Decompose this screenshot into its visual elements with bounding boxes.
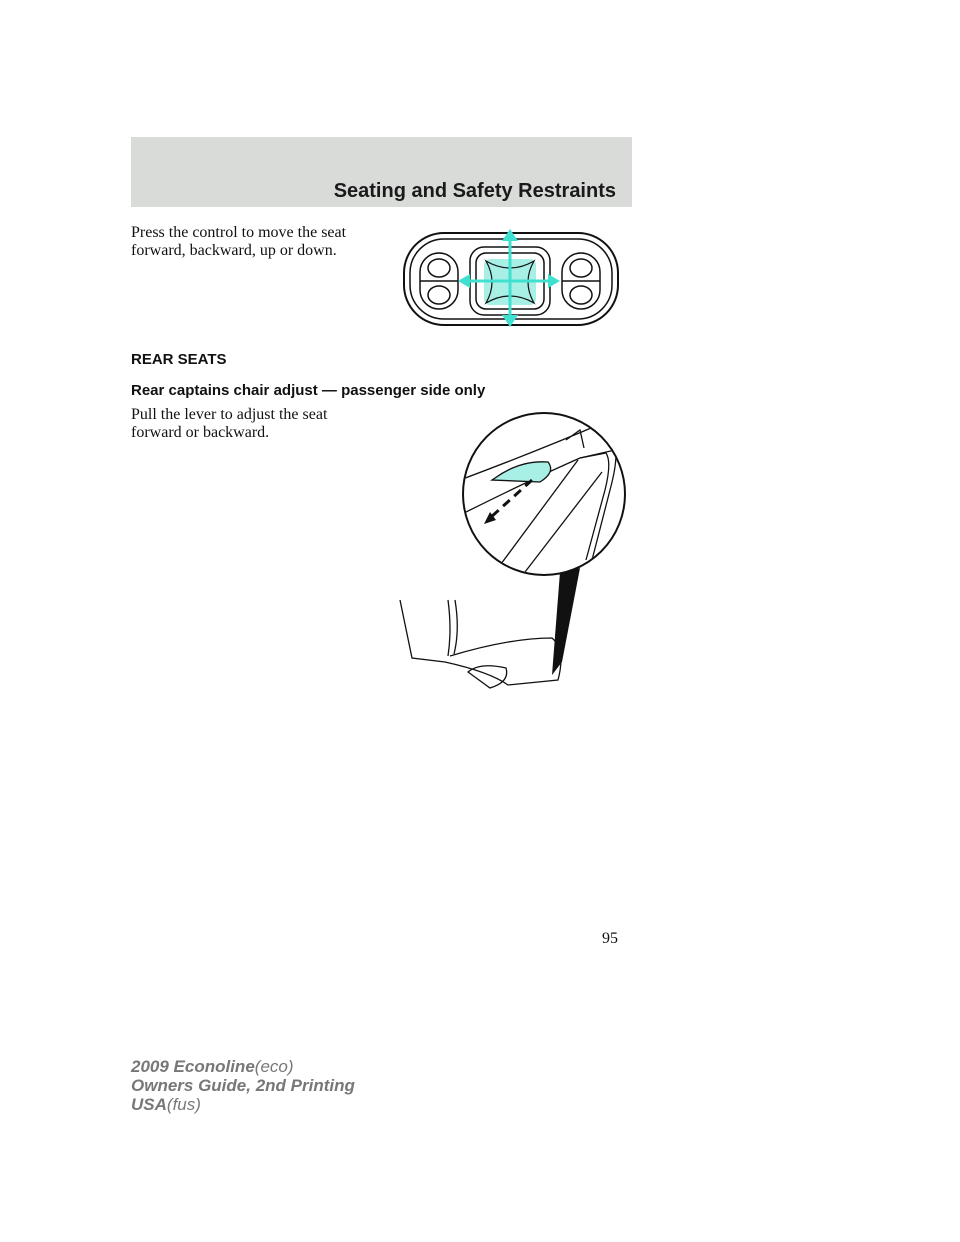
section-heading: REAR SEATS [131,351,227,368]
section-header-band [131,137,632,207]
footer-model-code: (eco) [254,1057,294,1076]
rear-seat-text-line2: forward or backward. [131,424,270,441]
footer-model: 2009 Econoline [131,1057,255,1076]
power-seat-text-line1: Press the control to move the seat [131,224,347,241]
footer-region-code: (fus) [166,1095,201,1114]
rear-seat-text-line1: Pull the lever to adjust the seat [131,406,328,423]
footer-printing: Owners Guide, 2nd Printing [131,1076,355,1095]
power-seat-text-line2: forward, backward, up or down. [131,242,337,259]
page-number: 95 [602,930,618,947]
rear-seat-lever-illustration [380,400,640,700]
power-seat-control-illustration [400,225,625,330]
footer-region: USA [131,1095,167,1114]
subheading: Rear captains chair adjust — passenger side only [131,382,486,399]
footer [131,1057,355,1114]
section-title: Seating and Safety Restraints [333,180,616,202]
